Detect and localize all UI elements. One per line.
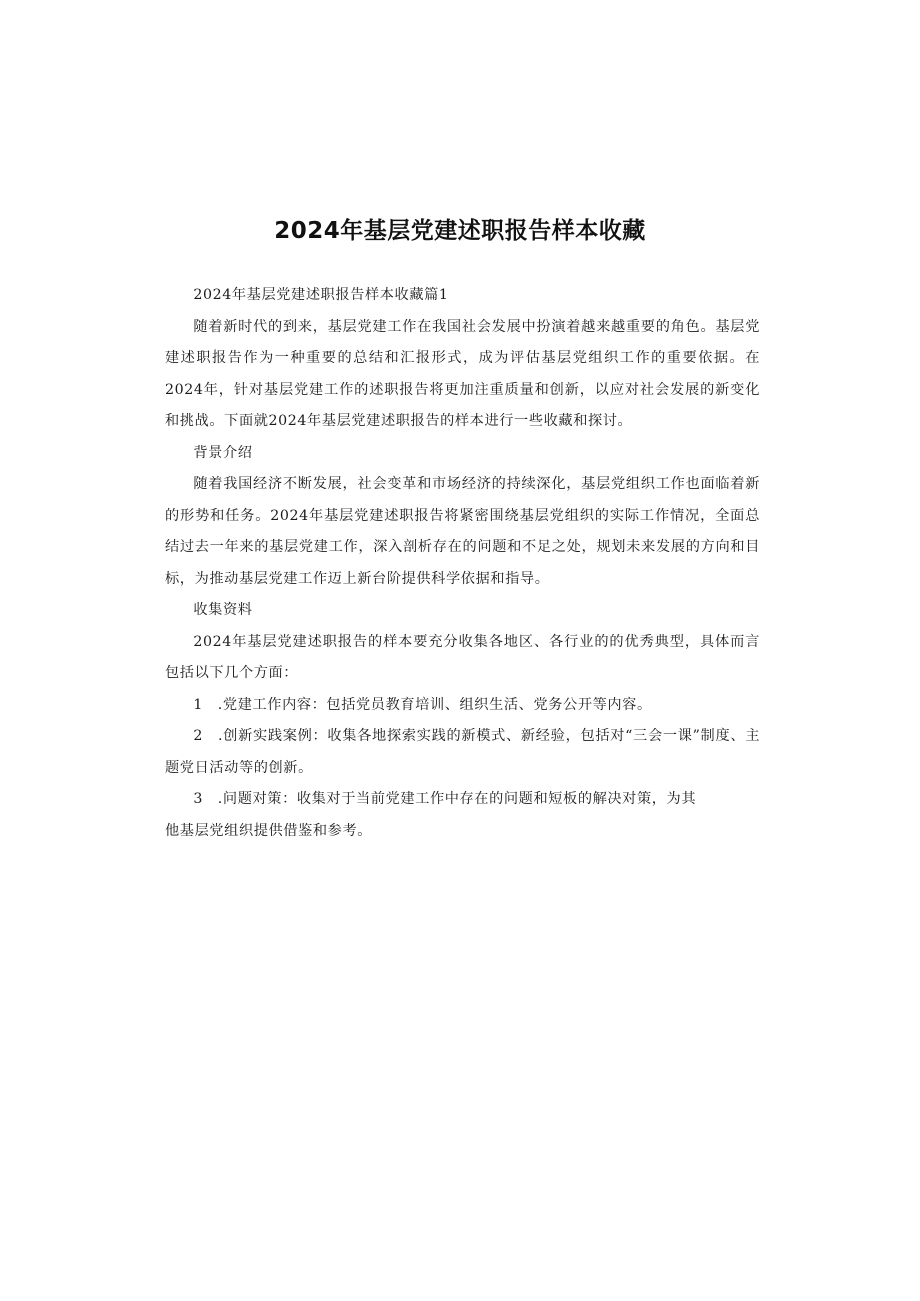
list-item-1: 1 .党建工作内容：包括党员教育培训、组织生活、党务公开等内容。 xyxy=(193,696,652,713)
document-title: 2024年基层党建述职报告样本收藏 xyxy=(274,218,646,244)
section-heading-collect: 收集资料 xyxy=(193,602,253,618)
list-item-3: 3 .问题对策：收集对于当前党建工作中存在的问题和短板的解决对策，为其 xyxy=(193,791,697,807)
list-item-2: 2 .创新实践案例：收集各地探索实践的新模式、新经验，包括对“三会一课”制度、主题党日活动等的创新。 xyxy=(165,728,760,776)
paragraph-intro: 随着新时代的到来，基层党建工作在我国社会发展中扮演着越来越重要的角色。基层党建述职报告作为一种重要的总结和汇报形式，成为评估基层党组织工作的重要依据。在2024年，针对基层党建工作的述职报告将更加注重质量和创新，以应对社会发展的新变化和挑战。下面就2024年基层党建述职报告的样本进行一些收藏和探讨。 xyxy=(165,318,760,429)
paragraph-background: 随着我国经济不断发展，社会变革和市场经济的持续深化，基层党组织工作也面临着新的形势和任务。2024年基层党建述职报告将紧密围绕基层党组织的实际工作情况，全面总结过去一年来的基层党建工作，深入剖析存在的问题和不足之处，规划未来发展的方向和目标，为推动基层党建工作迈上新台阶提供科学依据和指导。 xyxy=(165,476,760,587)
section-heading-part1: 2024年基层党建述职报告样本收藏篇1 xyxy=(193,287,449,303)
paragraph-collect: 2024年基层党建述职报告的样本要充分收集各地区、各行业的的优秀典型，具体而言包括以下几个方面： xyxy=(165,633,760,681)
document-body xyxy=(165,280,760,847)
section-heading-background: 背景介绍 xyxy=(193,444,253,461)
list-item-3-continued: 他基层党组织提供借鉴和参考。 xyxy=(165,822,373,839)
